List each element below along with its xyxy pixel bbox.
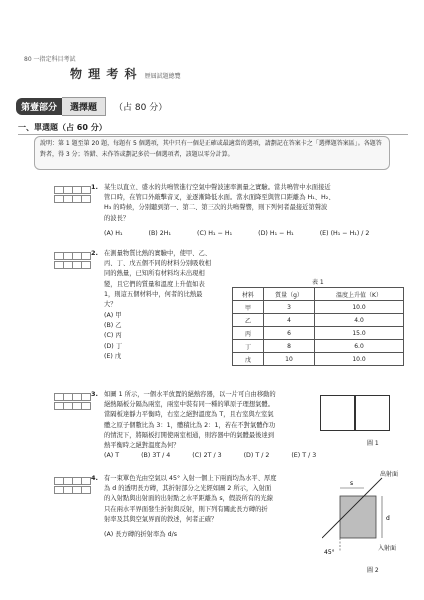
question-text: 在測量物質比熱的實驗中，使甲、乙、 丙、丁、戊五個不同的材料分別吸收相 同的熱量，已知所有材料均未出現相 變，且它們的質量和溫度上升值如表 1，則這五個材料中，何者的比熱最 大？: [104, 250, 212, 309]
incident-ray: [322, 520, 340, 538]
answer-stat-boxes: [54, 477, 89, 494]
option-d: (D) H₁ − H₁: [258, 230, 294, 237]
option-c: (C) H₁ − H₁: [197, 230, 233, 237]
exit-ray: [364, 478, 382, 496]
answer-stat-boxes: [54, 186, 89, 203]
option-c: (C) 丙: [104, 332, 122, 340]
question-text: 有一束單色光由空氣以 45° 入射一個上下兩面均為水平、厚度 為 d 的透明長方磚，其折射部分之光經如圖 2 所示，入射面 的入射點與出射面的出射點之水平距離為 s，假設所有的光線 只在兩水平界面發生折射與反射，則下列有關此長方磚的折 射率及其與空氣界面的敘述，何者正確？: [104, 475, 277, 523]
figure-2-caption: 圖 2: [367, 567, 379, 574]
option-d: (D) T / 2: [243, 452, 270, 459]
option-a: (A) 甲: [104, 312, 122, 319]
question-number: 3.: [91, 390, 98, 398]
question-text: 某生以直立、盛水的共鳴管進行空氣中聲波速率測量之實驗。當共鳴管中水面接近 管口時，在管口外敲擊音叉，並逐漸降低水面。當水面降至與管口距離為 H₁、H₂、 H₃ 的時候，分別聽到第一、第二、第三次的共鳴聲響，則下列何者最接近第聲波 的波長？: [104, 184, 335, 222]
section-part: 第壹部分: [16, 98, 62, 115]
table-row: 戊 10 10.0: [233, 353, 404, 366]
offset-label: s: [350, 480, 354, 487]
option-b: (B) 乙: [104, 322, 122, 330]
table-row: 乙 4 4.0: [233, 314, 404, 327]
answer-stat-boxes: [54, 393, 89, 410]
section-banner: [16, 98, 167, 115]
answer-stat-boxes: [54, 252, 89, 269]
subsection-title: 一、單選題（占 60 分）: [18, 123, 107, 132]
section-score: （占 80 分）: [114, 103, 168, 113]
brand-subtitle: 歷屆試題總覽: [144, 73, 181, 80]
figure-1-container: [320, 395, 390, 431]
brand-title: [70, 63, 181, 82]
subsection-divider: [18, 134, 408, 135]
option-a: (A) 長方磚的折射率為 d/s: [104, 531, 177, 538]
running-header: 80 一指定科目考試: [24, 56, 76, 63]
brand-name: 物 理 考 科: [70, 67, 138, 81]
angle-label: 45°: [324, 549, 335, 556]
figure-2-diagram: [322, 468, 422, 563]
question-text: 如圖 1 所示，一個水平放置的絕熱容器，以一片可自由移動的 絕熱隔板分隔為兩室，兩室中裝有同一種的單原子理想氣體。 當隔板達靜力平衡時，右室之絕對溫度為 T，且右室與左室氣 體之原子個數比為 3：1，體積比為 2：1，若在不對氣體作功 的情況下，將隔板打開使兩室相通，則容器中的氣體最後達到 熱平衡時之絕對溫度為何？: [104, 391, 276, 450]
question-number: 4.: [91, 474, 98, 482]
table-row: 丁 8 6.0: [233, 340, 404, 353]
incident-face-label: 入射面: [378, 545, 397, 552]
option-e: (E) 戊: [104, 352, 122, 360]
table-header-row: 材料 質量（g） 溫度上升值（K）: [233, 288, 404, 301]
table-caption: 表 1: [312, 279, 324, 286]
answer-options: [104, 530, 177, 540]
option-b: (B) 3T / 4: [141, 452, 171, 459]
answer-options: [104, 230, 369, 237]
data-table: [232, 287, 404, 366]
option-e: (E) (H₁ − H₁) / 2: [319, 230, 370, 237]
option-d: (D) 丁: [104, 342, 123, 350]
option-c: (C) 2T / 3: [192, 452, 222, 459]
option-b: (B) 2H₁: [148, 230, 171, 237]
figure-1-caption: 圖 1: [367, 440, 379, 447]
answer-options: [104, 311, 122, 362]
option-e: (E) T / 3: [291, 452, 317, 459]
answer-options: [104, 452, 316, 459]
question-number: 2.: [91, 249, 98, 257]
exit-face-label: 出射面: [380, 471, 399, 478]
table-row: 甲 3 10.0: [233, 301, 404, 314]
option-a: (A) T: [104, 452, 120, 459]
instructions-box: 說明：第 1 題至第 20 題，每題有 5 個選項，其中只有一個是正確或最適當的選項，請劃記在答案卡之「選擇題答案區」。各題答對者，得 3 分；答錯、未作答或劃記多於一個選項者，該題以零分計算。: [34, 136, 390, 170]
thickness-label: d: [386, 515, 390, 522]
question-number: 1.: [91, 183, 98, 191]
partition-plate: [354, 396, 356, 430]
option-a: (A) H₁: [104, 230, 123, 237]
table-row: 丙 6 15.0: [233, 327, 404, 340]
section-title: 選擇題: [62, 97, 106, 116]
